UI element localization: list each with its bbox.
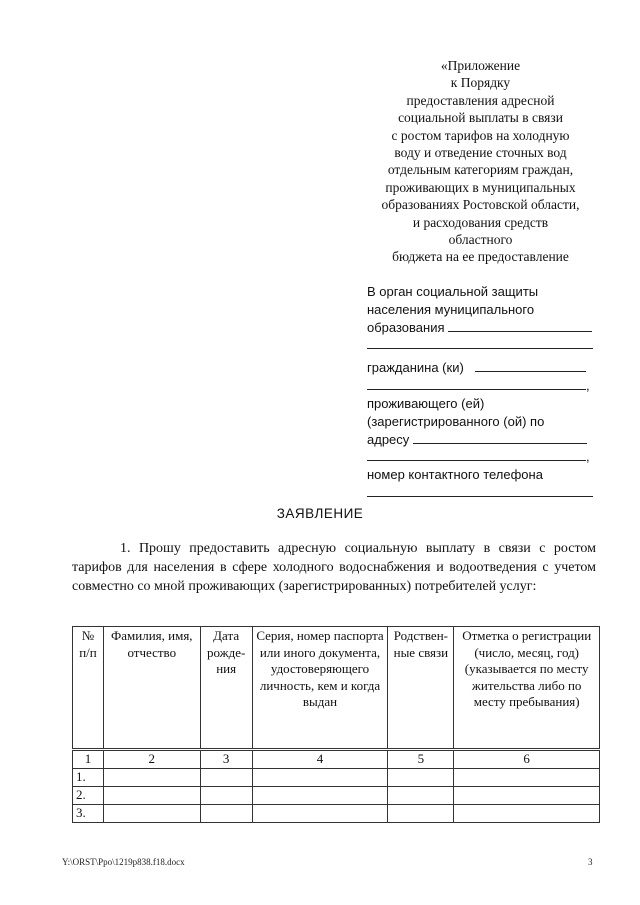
table-cell[interactable] xyxy=(388,768,454,786)
citizen-label: гражданина (ки) xyxy=(367,360,464,376)
table-row xyxy=(73,804,600,822)
addressee-line xyxy=(367,319,595,337)
column-header: Фамилия, имя, отчество xyxy=(103,627,200,750)
address-line-2 xyxy=(367,448,595,466)
comma: , xyxy=(586,378,590,394)
table-cell[interactable] xyxy=(252,804,388,822)
column-header: № п/п xyxy=(73,627,104,750)
table-cell[interactable] xyxy=(200,804,252,822)
table-cell[interactable] xyxy=(252,768,388,786)
column-header: Родствен-ные связи xyxy=(388,627,454,750)
column-header: Серия, номер паспорта или иного документа, удостоверяющего личность, кем и когда выдан xyxy=(252,627,388,750)
table-header-row xyxy=(73,627,600,750)
appendix-line: проживающих в муниципальных xyxy=(385,179,576,195)
column-number: 3 xyxy=(200,750,252,769)
municipality-field[interactable] xyxy=(448,319,592,332)
page-number: 3 xyxy=(588,857,593,867)
table-cell[interactable] xyxy=(454,786,600,804)
phone-label: номер контактного телефона xyxy=(367,467,543,483)
column-number: 6 xyxy=(454,750,600,769)
column-header: Отметка о регистрации (число, месяц, год) (указывается по месту жительства либо по месту пребывания) xyxy=(454,627,600,750)
address-label: адресу xyxy=(367,431,410,447)
appendix-line: и расходования средств xyxy=(412,214,549,230)
appendix-line: к Порядку xyxy=(450,75,511,91)
citizen-name-field[interactable] xyxy=(475,359,586,372)
citizen-line-2 xyxy=(367,377,595,395)
addressee-line: населения муниципального xyxy=(367,301,535,317)
column-number: 5 xyxy=(388,750,454,769)
row-number: 1. xyxy=(73,768,104,786)
appendix-line: с ростом тарифов на холодную xyxy=(391,127,570,143)
residing-line: (зарегистрированного (ой) по xyxy=(367,413,545,429)
appendix-line: воду и отведение сточных вод xyxy=(394,145,567,161)
phone-field[interactable] xyxy=(367,484,593,497)
residing-line: проживающего (ей) xyxy=(367,395,485,411)
appendix-line: «Приложение xyxy=(440,58,521,73)
table-row xyxy=(73,786,600,804)
appendix-line: областного xyxy=(448,232,513,248)
spacer xyxy=(367,349,595,359)
municipality-label: образования xyxy=(367,319,445,335)
addressee-line: В орган социальной защиты xyxy=(367,284,539,299)
file-path: Y:\ORST\Ppo\1219p838.f18.docx xyxy=(62,857,185,867)
address-line xyxy=(367,431,595,449)
appendix-line: социальной выплаты в связи xyxy=(398,110,563,126)
row-number: 3. xyxy=(73,804,104,822)
table-cell[interactable] xyxy=(454,768,600,786)
row-number: 2. xyxy=(73,786,104,804)
table-cell[interactable] xyxy=(454,804,600,822)
table-cell[interactable] xyxy=(103,786,200,804)
table-cell[interactable] xyxy=(103,768,200,786)
table-cell[interactable] xyxy=(103,804,200,822)
address-field-continuation[interactable] xyxy=(367,448,586,461)
citizen-line xyxy=(367,359,595,377)
municipality-field-continuation[interactable] xyxy=(367,336,593,349)
column-number: 4 xyxy=(252,750,388,769)
table-cell[interactable] xyxy=(200,786,252,804)
column-number: 2 xyxy=(103,750,200,769)
request-text: 1. Прошу предоставить адресную социальную выплату в связи с ростом тарифов для населения в сфере холодного водоснабжения и водоотведения с учетом совместно со мной проживающих (зарегистрированных) потребителей услуг: xyxy=(72,541,596,594)
address-field[interactable] xyxy=(413,431,587,444)
table-cell[interactable] xyxy=(388,786,454,804)
appendix-line: предоставления адресной xyxy=(406,92,555,108)
appendix-header xyxy=(363,57,598,266)
column-number: 1 xyxy=(73,750,104,769)
appendix-line: отдельным категориям граждан, xyxy=(387,162,574,178)
table-cell[interactable] xyxy=(252,786,388,804)
appendix-line: бюджета на ее предоставление xyxy=(392,249,569,265)
addressee-block xyxy=(367,283,595,497)
column-number-row xyxy=(73,750,600,769)
table-cell[interactable] xyxy=(388,804,454,822)
consumers-table xyxy=(72,626,600,823)
table-cell[interactable] xyxy=(200,768,252,786)
document-title: ЗАЯВЛЕНИЕ xyxy=(276,506,364,521)
comma: , xyxy=(586,449,590,465)
appendix-line: образованиях Ростовской области, xyxy=(381,197,580,213)
citizen-name-field-continuation[interactable] xyxy=(367,377,586,390)
table-row xyxy=(73,768,600,786)
request-paragraph xyxy=(72,540,596,596)
column-header: Дата рожде-ния xyxy=(200,627,252,750)
